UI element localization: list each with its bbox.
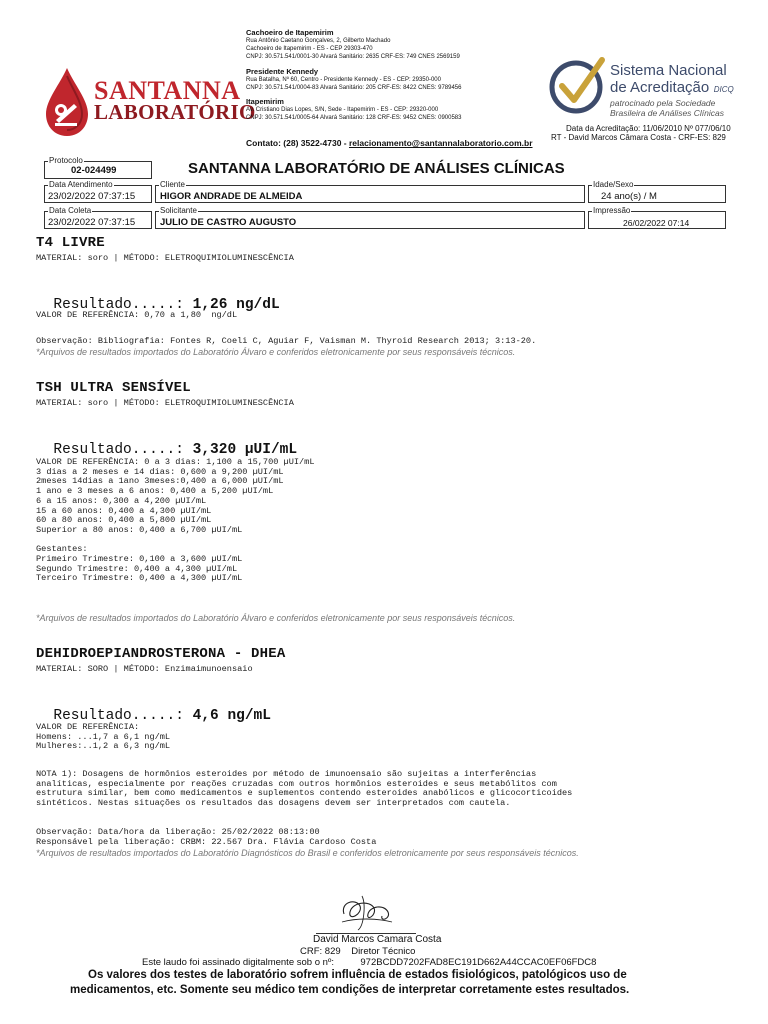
- cliente-label: Cliente: [160, 180, 185, 189]
- footer-disclaimer-line1: Os valores dos testes de laboratório sofrem influência de estados fisiológicos, patológicos uso de: [88, 969, 627, 981]
- idade-value: 24 ano(s) / M: [601, 191, 657, 202]
- signer-role: CRF: 829 Diretor Técnico: [300, 946, 416, 957]
- data-coleta-label: Data Coleta: [49, 206, 92, 215]
- cliente-box: [155, 180, 585, 203]
- unit-presidente-kennedy: [246, 67, 461, 92]
- protocolo-label: Protocolo: [49, 156, 83, 165]
- contact-email[interactable]: relacionamento@santannalaboratorio.com.br: [348, 138, 533, 148]
- data-coleta-value: 23/02/2022 07:37:15: [48, 217, 136, 228]
- unit-registry: CNPJ: 30.571.541/0001-30 Alvará Sanitário: 2635 CRF-ES: 749 CNES 2569159: [246, 54, 460, 60]
- solicitante-box: [155, 206, 585, 229]
- accreditation-sub2: Brasileira de Análises Clínicas: [610, 108, 725, 118]
- data-atendimento-box: [44, 180, 152, 203]
- exam-title: T4 LIVRE: [36, 235, 105, 251]
- exam-result: [36, 281, 280, 313]
- lab-title: SANTANNA LABORATÓRIO DE ANÁLISES CLÍNICAS: [188, 160, 565, 177]
- accreditation-rt: RT - David Marcos Câmara Costa - CRF-ES: 829: [551, 133, 726, 142]
- exam-observation: Observação: Data/hora da liberação: 25/02/2022 08:13:00 Responsável pela liberação: CRBM: 22.567 Dra. Flávia Cardoso Costa: [36, 827, 377, 847]
- signer-name: David Marcos Camara Costa: [313, 934, 442, 945]
- solicitante-label: Solicitante: [160, 206, 197, 215]
- result-value: 4,6 ng/mL: [192, 708, 271, 724]
- idade-box: [588, 180, 726, 203]
- result-value: 1,26 ng/dL: [192, 297, 280, 313]
- unit-address: Rua Batalha, Nº 60, Centro - Presidente Kennedy - ES - CEP: 29350-000: [246, 77, 441, 83]
- exam-result: [36, 692, 271, 724]
- unit-name: Cachoeiro de Itapemirim: [246, 28, 334, 37]
- exam-nota: NOTA 1): Dosagens de hormônios esteroides por método de imunoensaio são sujeitas a interferências analíticas, especialmente por reações cruzadas com outros hormônios esteroides e seus metabólitos com estrutura similar, bem como medicamentos e suplementos contendo esteroides anabólicos e glicocorticoides sintéticos. Nestas situações os resultados das dosagens devem ser interpretados com cautela.: [36, 769, 573, 809]
- cliente-value: HIGOR ANDRADE DE ALMEIDA: [160, 191, 303, 202]
- accreditation-title2-row: [610, 79, 734, 97]
- result-label: Resultado.....:: [53, 442, 193, 458]
- result-label: Resultado.....:: [53, 708, 193, 724]
- exam-observation: Observação: Bibliografia: Fontes R, Coeli C, Aguiar F, Vaisman M. Thyroid Research 2013; 3:13-20.: [36, 336, 537, 346]
- unit-cachoeiro: [246, 28, 460, 61]
- unit-address: Rua Antônio Caetano Gonçalves, 2, Gilberto Machado: [246, 38, 391, 44]
- accreditation-title2: de Acreditação: [610, 79, 710, 96]
- santanna-logo: [44, 66, 256, 138]
- logo-line2: LABORATÓRIO: [94, 100, 256, 124]
- contact-phone: Contato: (28) 3522-4730 -: [246, 138, 349, 148]
- accreditation-sub1: patrocinado pela Sociedade: [610, 98, 716, 108]
- exam-import-note: *Arquivos de resultados importados do Laboratório Álvaro e conferidos eletronicamente por seus responsáveis técnicos.: [36, 347, 516, 357]
- protocolo-value: 02-024499: [71, 165, 117, 176]
- blood-drop-icon: [44, 66, 90, 138]
- impressao-box: [588, 206, 726, 229]
- unit-registry: CNPJ: 30.571.541/0004-83 Alvará Sanitário: 205 CRF-ES: 8422 CNES: 9789456: [246, 85, 462, 91]
- exam-reference: VALOR DE REFERÊNCIA: Homens: ...1,7 a 6,1 ng/mL Mulheres:..1,2 a 6,3 ng/mL: [36, 722, 171, 752]
- solicitante-value: JULIO DE CASTRO AUGUSTO: [160, 217, 297, 228]
- footer-disclaimer-line2: medicamentos, etc. Somente seu médico tem condições de interpretar corretamente estes resultados.: [70, 984, 630, 996]
- idade-label: Idade/Sexo: [593, 180, 634, 189]
- unit-name: Itapemirim: [246, 97, 284, 106]
- exam-material: MATERIAL: SORO | MÉTODO: Enzimaimunoensaio: [36, 664, 253, 674]
- data-atendimento-label: Data Atendimento: [49, 180, 113, 189]
- exam-import-note: *Arquivos de resultados importados do Laboratório Álvaro e conferidos eletronicamente por seus responsáveis técnicos.: [36, 613, 516, 623]
- data-coleta-box: [44, 206, 152, 229]
- unit-address: Cachoeiro de Itapemirim - ES - CEP 29303-470: [246, 46, 373, 52]
- signature-scribble: [336, 892, 396, 934]
- exam-title: TSH ULTRA SENSÍVEL: [36, 380, 191, 396]
- exam-result: [36, 426, 297, 458]
- exam-material: MATERIAL: soro | MÉTODO: ELETROQUIMIOLUMINESCÊNCIA: [36, 398, 294, 408]
- unit-name: Presidente Kennedy: [246, 67, 319, 76]
- exam-material: MATERIAL: soro | MÉTODO: ELETROQUIMIOLUMINESCÊNCIA: [36, 253, 294, 263]
- digital-signature: Este laudo foi assinado digitalmente sob o nº: 972BCDD7202FAD8EC191D662A44CCAC0EF06FDC8: [142, 957, 597, 968]
- logo-line1: SANTANNA: [94, 76, 241, 105]
- result-label: Resultado.....:: [53, 297, 193, 313]
- contact-line: [246, 138, 533, 148]
- result-value: 3,320 µUI/mL: [192, 442, 298, 458]
- accreditation-dicq: DICQ: [713, 85, 734, 94]
- exam-reference: VALOR DE REFERÊNCIA: 0 a 3 dias: 1,100 a 15,700 µUI/mL 3 dias a 2 meses e 14 dias: 0,600 a 9,200 µUI/mL 2meses 14dias a 1ano 3meses:0,400 a 6,000 µUI/mL 1 ano e 3 meses a 6 anos: 0,400 a 5,200 µUI/mL 6 a 15 anos: 0,300 a 4,200 µUI/mL 15 a 60 anos: 0,400 a 4,300 µUI/mL 60 a 80 anos: 0,400 a 5,800 µUI/mL Superior a 80 anos: 0,400 a 6,700 µUI/mL Gestantes: Primeiro Trimestre: 0,100 a 3,600 µUI/mL Segundo Trimestre: 0,400 a 4,300 µUI/mL Terceiro Trimestre: 0,400 a 4,300 µUI/mL: [36, 457, 315, 584]
- exam-title: DEHIDROEPIANDROSTERONA - DHEA: [36, 646, 286, 662]
- impressao-label: Impressão: [593, 206, 631, 215]
- accreditation-title1: Sistema Nacional: [610, 62, 727, 79]
- impressao-value: 26/02/2022 07:14: [623, 218, 690, 228]
- data-atendimento-value: 23/02/2022 07:37:15: [48, 191, 136, 202]
- accreditation-date: Data da Acreditação: 11/06/2010 Nº 077/06/10: [566, 124, 731, 133]
- exam-import-note: *Arquivos de resultados importados do Laboratório Diagnósticos do Brasil e conferidos eletronicamente por seus responsáveis técnicos.: [36, 848, 579, 858]
- unit-address: Av. Cristiano Dias Lopes, S/N, Sede - Itapemirim - ES - CEP: 29320-000: [246, 107, 439, 113]
- accreditation-seal: [546, 52, 766, 122]
- exam-reference: VALOR DE REFERÊNCIA: 0,70 a 1,80 ng/dL: [36, 310, 238, 320]
- unit-itapemirim: [246, 97, 461, 122]
- unit-registry: CNPJ: 30.571.541/0005-64 Alvará Sanitário: 128 CRF-ES: 9452 CNES: 0900583: [246, 115, 462, 121]
- check-seal-icon: [546, 54, 608, 116]
- protocolo-box: [44, 156, 152, 179]
